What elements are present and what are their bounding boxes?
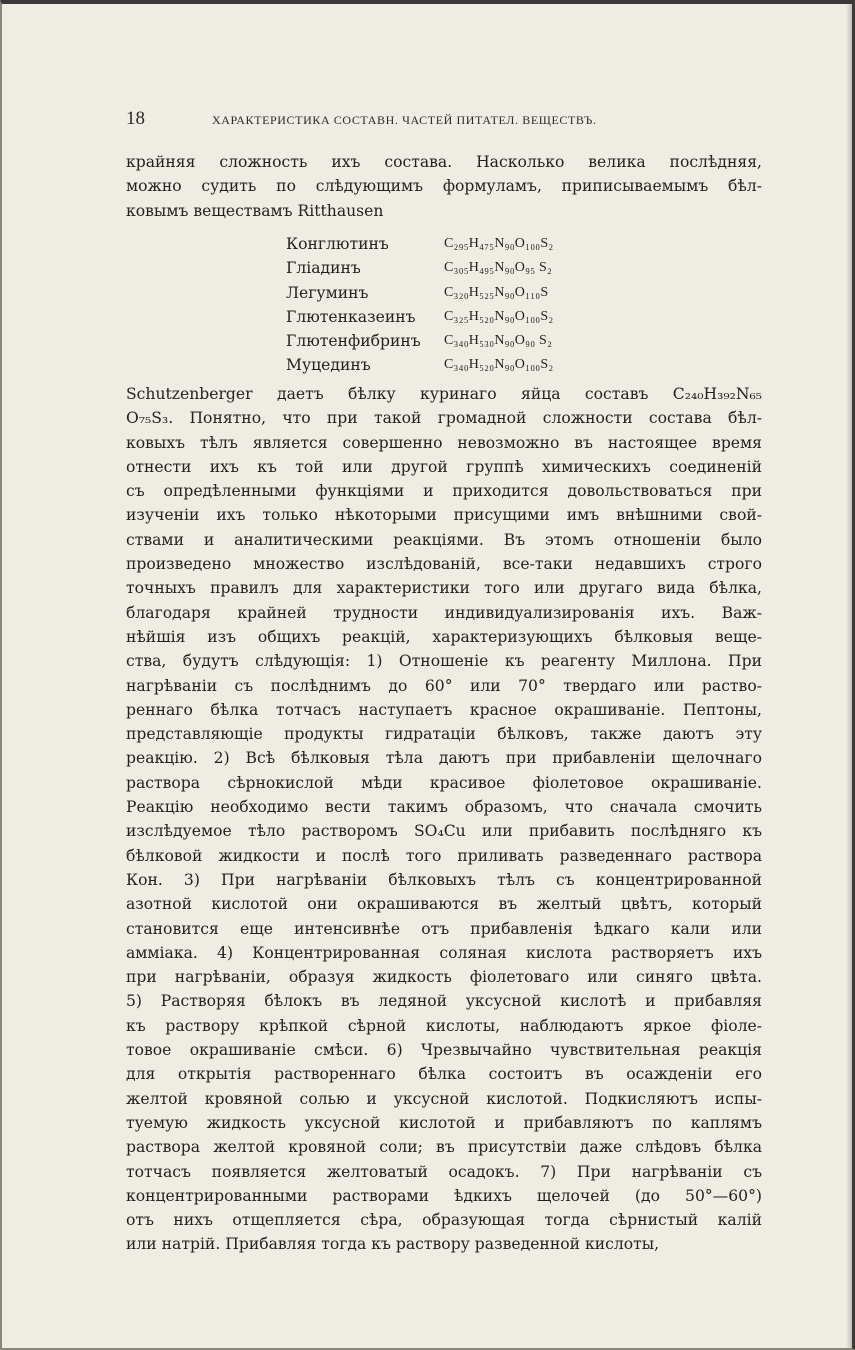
protein-formula: C₃₂₀H₅₂₅N₉₀O₁₁₀S — [444, 284, 549, 300]
body-text-line: нѣйшія изъ общихъ реакцій, характеризующихъ бѣлковыя веще- — [126, 627, 762, 646]
body-text-line: раствора желтой кровяной соли; въ присутствіи даже слѣдовъ бѣлка — [126, 1138, 762, 1157]
protein-formula: C₂₉₅H₄₇₅N₉₀O₁₀₀S₂ — [444, 236, 554, 251]
intro-text-line: можно судить по слѣдующимъ формуламъ, приписываемымъ бѣл- — [126, 177, 762, 196]
page-edge-shadow — [846, 4, 852, 1348]
formula-row — [286, 353, 553, 377]
protein-formula: C₃₂₅H₅₂₀N₉₀O₁₀₀S₂ — [444, 308, 554, 324]
body-text-line: бѣлковой жидкости и послѣ того приливать разведеннаго раствора — [126, 846, 762, 865]
formula-row — [286, 305, 553, 329]
body-text-line: благодаря крайней трудности индивидуализированія ихъ. Важ- — [126, 603, 762, 622]
protein-name: Глютенфибринъ — [286, 332, 421, 351]
body-text-line: реннаго бѣлка тотчасъ наступаетъ красное окрашиваніе. Пептоны, — [126, 700, 762, 719]
protein-name: Легуминъ — [286, 283, 369, 302]
body-text-line: произведено множество изслѣдованій, все-таки недавшихъ строго — [126, 555, 762, 574]
running-header — [126, 108, 726, 134]
body-text-line: концентрированными растворами ѣдкихъ щелочей (до 50°—60°) — [126, 1186, 762, 1205]
body-text-line: амміака. 4) Концентрированная соляная кислота растворяетъ ихъ — [126, 943, 762, 962]
body-text-line: раствора сѣрнокислой мѣди красивое фіолетовое окрашиваніе. — [126, 773, 762, 792]
body-text-line: азотной кислотой они окрашиваются въ желтый цвѣтъ, который — [126, 895, 762, 914]
body-text-line: изслѣдуемое тѣло растворомъ SO₄Cu или прибавить послѣдняго къ — [126, 822, 762, 841]
body-text-line: ства, будутъ слѣдующія: 1) Отношеніе къ реагенту Миллона. При — [126, 652, 762, 671]
body-text-line: или натрій. Прибавляя тогда къ раствору разведенной кислоты, — [126, 1235, 660, 1254]
main-paragraph — [126, 382, 762, 1257]
protein-formula: C₃₀₅H₄₉₅N₉₀O₉₅ S₂ — [444, 260, 553, 276]
formula-row — [286, 281, 553, 305]
body-text-line: товое окрашиваніе смѣси. 6) Чрезвычайно чувствительная реакція — [126, 1041, 762, 1060]
body-text-line: точныхъ правилъ для характеристики того или другаго вида бѣлка, — [126, 579, 762, 598]
body-text-line: Schutzenberger даетъ бѣлку куринаго яйца составъ C₂₄₀H₃₉₂N₆₅ — [126, 385, 762, 403]
formula-row — [286, 256, 553, 280]
protein-name: Гліадинъ — [286, 259, 361, 278]
body-text-line: представляющіе продукты гидратаціи бѣлковъ, также даютъ эту — [126, 725, 762, 744]
body-text-line: ствами и аналитическими реакціями. Въ этомъ отношеніи было — [126, 530, 762, 549]
formula-row — [286, 329, 553, 353]
protein-name: Муцединъ — [286, 356, 371, 375]
intro-text-line: крайняя сложность ихъ состава. Насколько велика послѣдняя, — [126, 153, 762, 171]
intro-paragraph — [126, 150, 762, 223]
body-text-line: нагрѣваніи съ послѣднимъ до 60° или 70° твердаго или раство- — [126, 676, 762, 695]
body-text-line: при нагрѣваніи, образуя жидкость фіолетоваго или синяго цвѣта. — [126, 968, 762, 987]
protein-formula-table — [286, 232, 553, 378]
body-text-line: O₇₅S₃. Понятно, что при такой громадной сложности состава бѣл- — [126, 409, 762, 428]
body-text-line: желтой кровяной солью и уксусной кислотой. Подкисляютъ испы- — [126, 1089, 762, 1108]
running-header-title: ХАРАКТЕРИСТИКА СОСТАВН. ЧАСТЕЙ ПИТАТЕЛ. ВЕЩЕСТВЪ. — [212, 113, 597, 127]
body-text-line: для открытія раствореннаго бѣлка состоитъ въ осажденіи его — [126, 1065, 762, 1084]
protein-name: Глютенказеинъ — [286, 307, 416, 326]
body-text-line: Реакцію необходимо вести такимъ образомъ, что сначала смочить — [126, 798, 762, 817]
body-text-line: изученіи ихъ только нѣкоторыми присущими имъ внѣшними свой- — [126, 506, 762, 525]
body-text-line: Кон. 3) При нагрѣваніи бѣлковыхъ тѣлъ съ концентрированной — [126, 870, 762, 889]
body-text-line: отнести ихъ къ той или другой группѣ химическихъ соединеній — [126, 457, 762, 476]
body-text-line: реакцію. 2) Всѣ бѣлковыя тѣла даютъ при прибавленіи щелочнаго — [126, 749, 762, 768]
body-text-line: отъ нихъ отщепляется сѣра, образующая тогда сѣрнистый калій — [126, 1211, 762, 1230]
body-text-line: 5) Растворяя бѣлокъ въ ледяной уксусной кислотѣ и прибавляя — [126, 992, 762, 1011]
formula-row — [286, 232, 553, 256]
body-text-line: становится еще интенсивнѣе отъ прибавленія ѣдкаго кали или — [126, 919, 762, 938]
protein-formula: C₃₄₀H₅₃₀N₉₀O₉₀ S₂ — [444, 333, 553, 349]
protein-formula: C₃₄₀H₅₂₀N₉₀O₁₀₀S₂ — [444, 357, 554, 373]
protein-name: Конглютинъ — [286, 235, 389, 253]
intro-text-line: ковымъ веществамъ Ritthausen — [126, 201, 384, 220]
body-text-line: ковыхъ тѣлъ является совершенно невозможно въ настоящее время — [126, 433, 762, 452]
body-text-line: съ опредѣленными функціями и приходится довольствоваться при — [126, 482, 762, 501]
page-number: 18 — [126, 108, 145, 129]
body-text-line: къ раствору крѣпкой сѣрной кислоты, наблюдаютъ яркое фіоле- — [126, 1016, 762, 1035]
body-text-line: тотчасъ появляется желтоватый осадокъ. 7) При нагрѣваніи съ — [126, 1162, 762, 1181]
body-text-line: туемую жидкость уксусной кислотой и прибавляютъ по каплямъ — [126, 1113, 762, 1132]
